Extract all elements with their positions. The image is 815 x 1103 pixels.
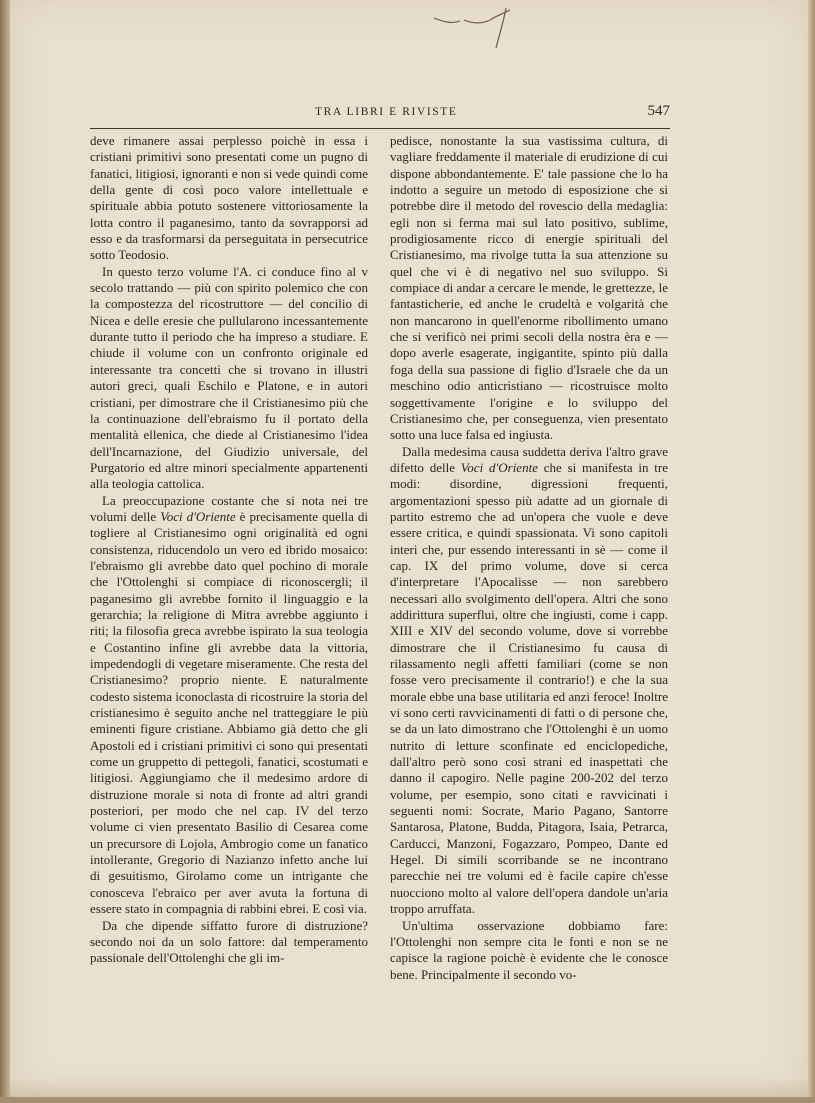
paragraph: La preoccupazione costante che si nota nei tre volumi delle Voci d'Oriente è precisamente quella di togliere al Cristianesimo ogni originalità ed ogni consistenza, riducendolo un vero ed ibrido mosaico: l'ebraismo gli avrebbe dato quel pochino di morale che l'Ottolenghi si compiace di riconoscergli; il paganesimo gli avrebbe fornito il linguaggio e la gerarchia; la religione di Mitra avrebbe aggiunto i riti; la filosofia greca avrebbe ispirato la sua teologia e Costantino infine gli avrebbe data la vittoria, impedendogli di vegetare miseramente. Che resta del Cristianesimo? proprio niente. E naturalmente codesto sistema iconoclasta di ricostruire la storia del cristianesimo è seguito anche nel tratteggiare le più eminenti figure cristiane. Abbiamo già detto che gli Apostoli ed i cristiani primitivi ci sono qui presentati come un gruppetto di pettegoli, fanatici, scostumati e litigiosi. Aggiungiamo che il medesimo ardore di distruzione morale si nota di fronte ad altri grandi posteriori, per modo che nel cap. IV del terzo volume ci vien presentato Basilio di Cesarea come un precursore di Lojola, Ambrogio come un fanatico intollerante, Gregorio di Nazianzo infetto anche lui di gesuitismo, Girolamo come un intrigante che conosceva l'ebraico per aver avuta la fortuna di essere stato in compagnia di rabbini ebrei. E così via. (90, 492, 368, 917)
paragraph: pedisce, nonostante la sua vastissima cultura, di vagliare freddamente il materiale di erudizione di cui dispone abbondantemente. E' tale passione che lo ha indotto a seguire un metodo di esposizione che si potrebbe dire il metodo del rovescio della medaglia: egli non si ferma mai sul lato positivo, sublime, prodigiosamente ricco di energie spirituali del Cristianesimo, ma rivolge tutta la sua attenzione su quel che vi è di negativo nel suo sviluppo. Si compiace di andar a cercare le mende, le grettezze, le fantasticherie, ed anche le crudeltà e volgarità che non mancarono in quell'enorme ribollimento umano che si verificò nei primi secoli della nostra èra e — dopo averle esagerate, ingigantite, spinto più dalla foga della sua passione di figlio d'Israele che da un meschino odio anticristiano — ricostruisce molto soggettivamente l'origine e lo sviluppo del Cristianesimo che, per conseguenza, vien presentato sotto una luce falsa ed ingiusta. (390, 133, 668, 443)
header-rule (90, 128, 670, 129)
paragraph: In questo terzo volume l'A. ci conduce fino al v secolo trattando — più con spirito polemico che con la compostezza del ricostruttore — del concilio di Nicea e delle eresie che pullularono incessantemente durante tutto il periodo che ha impreso a studiare. E chiude il volume con un confronto originale ed interessante tra concetti che si trovano in illustri autori greci, quali Eschilo e Platone, e in autori cristiani, per dimostrare che il Cristianesimo più che la continuazione dell'ebraismo fu il portato della mentalità ellenica, che diede al Cristianesimo l'idea dell'Incarnazione, del Giudizio universale, del Purgatorio ed altre minori specialmente appartenenti alla teologia cattolica. (90, 263, 368, 492)
pencil-mark (430, 4, 520, 52)
page-header (90, 103, 670, 127)
running-head: TRA LIBRI E RIVISTE (315, 106, 458, 118)
page-edge (808, 0, 815, 1103)
paragraph: Da che dipende siffatto furore di distruzione? secondo noi da un solo fattore: dal temperamento passionale dell'Ottolenghi che gli im- (90, 917, 368, 966)
paragraph: Un'ultima osservazione dobbiamo fare: l'Ottolenghi non sempre cita le fonti e non se ne capisce la ragione poichè è evidente che le conosce bene. Principalmente il secondo vo- (390, 917, 668, 982)
page-bottom-edge (0, 1097, 815, 1103)
page-shadow (10, 1078, 808, 1098)
paragraph: Dalla medesima causa suddetta deriva l'altro grave difetto delle Voci d'Oriente che si manifesta in tre modi: disordine, digressioni frequenti, argomentazioni spesso più adatte ad un giornale di partito estremo che ad un'opera che vuole e deve essere critica, e quindi spassionata. Vi sono capitoli interi che, pur essendo interessanti in sè — come il cap. IX del primo volume, dove si cerca d'interpretare l'Apocalisse — non sarebbero necessari allo svolgimento dell'opera. Altri che sono addirittura superflui, oltre che ingiusti, come i capp. XIII e XIV del secondo volume, dove si vorrebbe dimostrare che il Cristianesimo fu causa di rilassamento negli affetti familiari (come se non fosse vero precisamente il contrario!) e che la sua morale ebbe una base utilitaria ed anzi feroce! Inoltre vi sono certi ravvicinamenti di fatti o di persone che, se da un lato dimostrano che l'Ottolenghi è un uomo nutrito di letture sconfinate ed enciclopediche, dall'altro però sono così strani ed inaspettati che danno il capogiro. Nelle pagine 200-202 del terzo volume, per esempio, sono citati e ravvicinati i seguenti nomi: Socrate, Mario Pagano, Santorre Santarosa, Platone, Budda, Pitagora, Isaia, Petrarca, Carducci, Manzoni, Fogazzaro, Pompeo, Dante ed Hegel. Di simili scorribande se ne incontrano parecchie nei tre volumi ed è facile capire ch'esse nuocciono molto al valore dell'opera dandole un'aria troppo arruffata. (390, 443, 669, 917)
paragraph: deve rimanere assai perplesso poichè in essa i cristiani primitivi sono presentati come un pugno di fanatici, litigiosi, ignoranti e non si vede quindi come della gente di così poco valore intellettuale e spirituale abbia potuto sostenere vittoriosamente la lotta contro il paganesimo, tanto da sovrapporsi ad esso e da trasformarsi da perseguitata in persecutrice sotto Teodosio. (90, 133, 368, 263)
page-number: 547 (647, 103, 670, 119)
book-binding (0, 0, 10, 1103)
right-column (390, 133, 668, 983)
left-column (90, 133, 368, 967)
